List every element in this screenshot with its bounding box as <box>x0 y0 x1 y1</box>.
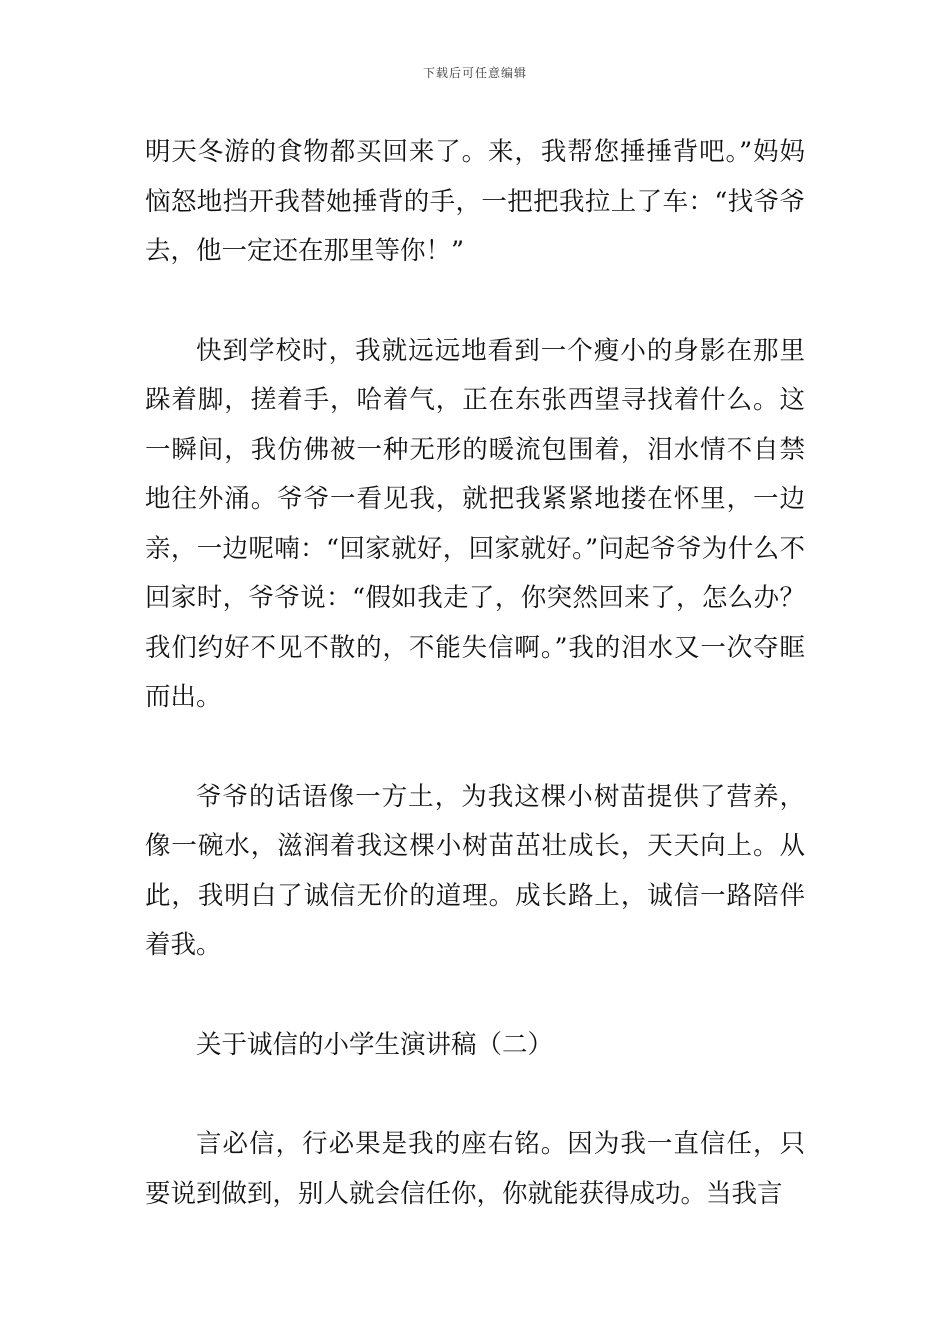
paragraph-motto: 言必信，行必果是我的座右铭。因为我一直信任，只要说到做到，别人就会信任你，你就能获得成功。当我言 <box>145 1129 805 1209</box>
paragraph-continued: 明天冬游的食物都买回来了。来，我帮您捶捶背吧。”妈妈恼怒地挡开我替她捶背的手，一把把我拉上了车：“找爷爷去，他一定还在那里等你！” <box>145 137 805 266</box>
paragraph-spacer <box>145 1070 805 1120</box>
paragraph-spacer <box>145 723 805 773</box>
paragraph-spacer <box>145 971 805 1021</box>
paragraph-school-scene: 快到学校时，我就远远地看到一个瘦小的身影在那里跺着脚，搓着手，哈着气，正在东张西望寻找着什么。这一瞬间，我仿佛被一种无形的暖流包围着，泪水情不自禁地往外涌。爷爷一看见我，就把我紧紧地搂在怀里，一边亲，一边呢喃：“回家就好，回家就好。”问起爷爷为什么不回家时，爷爷说：“假如我走了，你突然回来了，怎么办？我们约好不见不散的，不能失信啊。”我的泪水又一次夺眶而出。 <box>145 335 805 712</box>
document-body <box>145 128 805 1219</box>
paragraph-spacer <box>145 277 805 327</box>
section-title: 关于诚信的小学生演讲稿（二） <box>196 1029 554 1060</box>
page-header-note: 下载后可任意编辑 <box>422 66 527 80</box>
paragraph-conclusion: 爷爷的话语像一方土，为我这棵小树苗提供了营养，像一碗水，滋润着我这棵小树苗茁壮成长，天天向上。从此，我明白了诚信无价的道理。成长路上，诚信一路陪伴着我。 <box>145 781 805 960</box>
